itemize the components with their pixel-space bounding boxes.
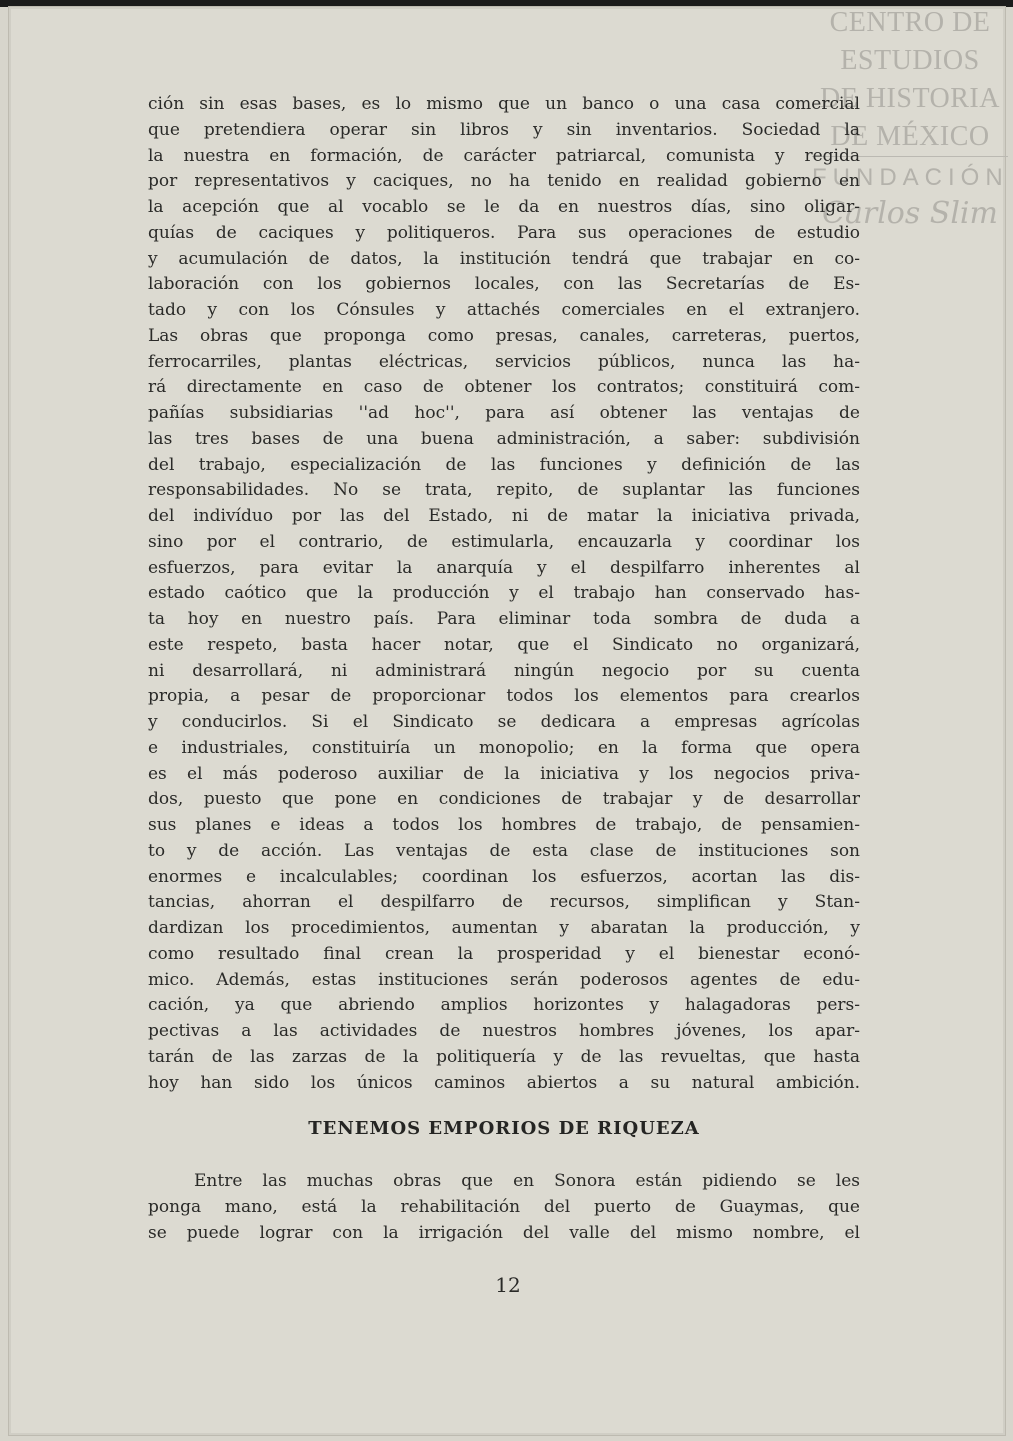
text-line: y acumulación de datos, la institución tendrá que trabajar en co- xyxy=(148,248,860,269)
text-line: sino por el contrario, de estimularla, encauzarla y coordinar los xyxy=(148,531,860,552)
page-number: 12 xyxy=(495,1273,521,1297)
text-line: tancias, ahorran el despilfarro de recursos, simplifican y Stan- xyxy=(148,892,860,913)
text-line: se puede lograr con la irrigación del valle del mismo nombre, el xyxy=(148,1223,860,1243)
text-line: la nuestra en formación, de carácter patriarcal, comunista y regida xyxy=(148,145,860,166)
text-line: ponga mano, está la rehabilitación del puerto de Guaymas, que xyxy=(148,1197,860,1217)
text-line: las tres bases de una buena administración, a saber: subdivisión xyxy=(148,428,860,449)
text-line: ta hoy en nuestro país. Para eliminar toda sombra de duda a xyxy=(148,609,860,629)
text-line: ferrocarriles, plantas eléctricas, servicios públicos, nunca las ha- xyxy=(148,351,860,372)
text-line: es el más poderoso auxiliar de la iniciativa y los negocios priva- xyxy=(148,763,860,784)
body-paragraph xyxy=(148,92,860,1096)
watermark-line: ESTUDIOS xyxy=(840,45,980,76)
text-line: este respeto, basta hacer notar, que el Sindicato no organizará, xyxy=(148,634,860,655)
text-line: esfuerzos, para evitar la anarquía y el despilfarro inherentes al xyxy=(148,557,860,578)
second-paragraph xyxy=(148,1168,860,1246)
text-line: propia, a pesar de proporcionar todos los elementos para crearlos xyxy=(148,686,860,707)
text-line: e industriales, constituiría un monopolio; en la forma que opera xyxy=(148,737,860,758)
section-heading: TENEMOS EMPORIOS DE RIQUEZA xyxy=(308,1118,700,1139)
text-line: del trabajo, especialización de las funciones y definición de las xyxy=(148,454,860,475)
text-line: cación, ya que abriendo amplios horizontes y halagadoras pers- xyxy=(148,995,860,1016)
text-line: pectivas a las actividades de nuestros hombres jóvenes, los apar- xyxy=(148,1021,860,1041)
watermark-line: DE HISTORIA xyxy=(820,83,1000,114)
watermark-signature: Carlos Slim xyxy=(822,196,998,231)
text-line: ni desarrollará, ni administrará ningún negocio por su cuenta xyxy=(148,660,860,681)
text-line: que pretendiera operar sin libros y sin inventarios. Sociedad la xyxy=(148,119,860,140)
text-line: por representativos y caciques, no ha tenido en realidad gobierno en xyxy=(148,171,860,192)
text-line: del indivíduo por las del Estado, ni de matar la iniciativa privada, xyxy=(148,506,860,526)
watermark-line: CENTRO DE xyxy=(829,7,991,38)
watermark-line: DE MÉXICO xyxy=(830,121,990,152)
text-line: quías de caciques y politiqueros. Para sus operaciones de estudio xyxy=(148,222,860,243)
text-line: tarán de las zarzas de la politiquería y de las revueltas, que hasta xyxy=(148,1046,860,1067)
text-line: y conducirlos. Si el Sindicato se dedicara a empresas agrícolas xyxy=(148,712,860,732)
text-line: enormes e incalculables; coordinan los esfuerzos, acortan las dis- xyxy=(148,866,860,887)
text-line: dardizan los procedimientos, aumentan y abaratan la producción, y xyxy=(148,918,860,938)
text-line: Entre las muchas obras que en Sonora están pidiendo se les xyxy=(194,1171,860,1191)
text-line: mico. Además, estas instituciones serán poderosos agentes de edu- xyxy=(148,969,860,990)
watermark-foundation: FUNDACIÓN xyxy=(812,164,1009,191)
text-line: pañías subsidiarias ''ad hoc'', para así obtener las ventajas de xyxy=(148,403,860,423)
text-line: Las obras que proponga como presas, canales, carreteras, puertos, xyxy=(148,325,860,346)
text-line: to y de acción. Las ventajas de esta clase de instituciones son xyxy=(148,840,860,861)
text-line: ción sin esas bases, es lo mismo que un banco o una casa comercial xyxy=(148,94,860,114)
text-line: hoy han sido los únicos caminos abiertos a su natural ambición. xyxy=(148,1072,860,1093)
text-line: rá directamente en caso de obtener los contratos; constituirá com- xyxy=(148,377,860,398)
text-line: la acepción que al vocablo se le da en nuestros días, sino oligar- xyxy=(148,197,860,217)
text-line: dos, puesto que pone en condiciones de trabajar y de desarrollar xyxy=(148,789,860,810)
text-line: como resultado final crean la prosperidad y el bienestar econó- xyxy=(148,943,860,964)
text-line: tado y con los Cónsules y attachés comerciales en el extranjero. xyxy=(148,300,860,320)
text-line: estado caótico que la producción y el trabajo han conservado has- xyxy=(148,583,860,604)
text-line: laboración con los gobiernos locales, con las Secretarías de Es- xyxy=(148,274,860,295)
text-line: sus planes e ideas a todos los hombres de trabajo, de pensamien- xyxy=(148,815,860,835)
text-line: responsabilidades. No se trata, repito, de suplantar las funciones xyxy=(148,480,860,501)
